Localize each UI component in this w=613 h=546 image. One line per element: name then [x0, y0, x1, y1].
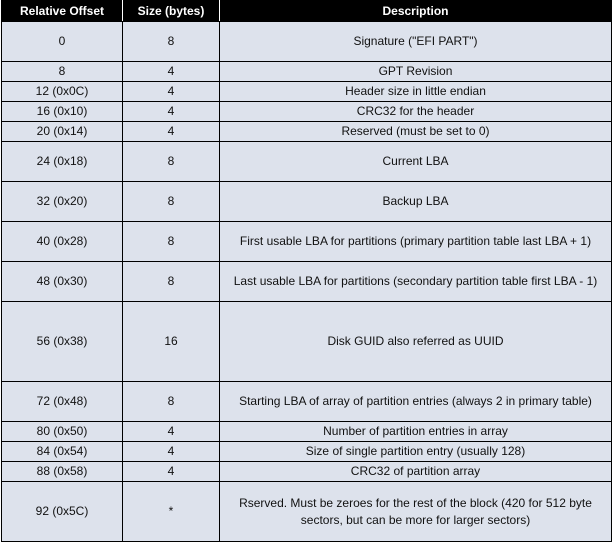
- header-size-bytes: Size (bytes): [123, 1, 220, 22]
- table-row: [2, 302, 612, 382]
- description-cell: Backup LBA: [220, 182, 612, 222]
- offset-cell: 16 (0x10): [2, 102, 123, 122]
- description-cell: Reserved (must be set to 0): [220, 122, 612, 142]
- offset-cell: 8: [2, 62, 123, 82]
- description-cell: First usable LBA for partitions (primary partition table last LBA + 1): [220, 222, 612, 262]
- table-row: [2, 62, 612, 82]
- description-cell: Number of partition entries in array: [220, 422, 612, 442]
- header-description: Description: [220, 1, 612, 22]
- size-cell: 8: [123, 262, 220, 302]
- offset-cell: 84 (0x54): [2, 442, 123, 462]
- table-row: [2, 462, 612, 482]
- size-cell: 4: [123, 62, 220, 82]
- description-cell: Current LBA: [220, 142, 612, 182]
- size-cell: *: [123, 482, 220, 542]
- offset-cell: 80 (0x50): [2, 422, 123, 442]
- table-row: [2, 82, 612, 102]
- header-row: [2, 1, 612, 22]
- offset-cell: 24 (0x18): [2, 142, 123, 182]
- description-cell: Signature ("EFI PART"): [220, 22, 612, 62]
- size-cell: 8: [123, 222, 220, 262]
- size-cell: 4: [123, 462, 220, 482]
- table-row: [2, 142, 612, 182]
- description-cell: Last usable LBA for partitions (secondary partition table first LBA - 1): [220, 262, 612, 302]
- size-cell: 4: [123, 102, 220, 122]
- description-cell: CRC32 of partition array: [220, 462, 612, 482]
- table-row: [2, 182, 612, 222]
- table-row: [2, 122, 612, 142]
- description-cell: GPT Revision: [220, 62, 612, 82]
- size-cell: 8: [123, 382, 220, 422]
- offset-cell: 92 (0x5C): [2, 482, 123, 542]
- table-row: [2, 222, 612, 262]
- table-row: [2, 482, 612, 542]
- table-row: [2, 442, 612, 462]
- offset-cell: 40 (0x28): [2, 222, 123, 262]
- offset-cell: 72 (0x48): [2, 382, 123, 422]
- table-row: [2, 422, 612, 442]
- table-row: [2, 22, 612, 62]
- size-cell: 4: [123, 422, 220, 442]
- table-row: [2, 262, 612, 302]
- gpt-header-table: [1, 0, 612, 542]
- size-cell: 8: [123, 22, 220, 62]
- offset-cell: 20 (0x14): [2, 122, 123, 142]
- header-relative-offset: Relative Offset: [2, 1, 123, 22]
- size-cell: 4: [123, 122, 220, 142]
- offset-cell: 12 (0x0C): [2, 82, 123, 102]
- description-cell: Disk GUID also referred as UUID: [220, 302, 612, 382]
- size-cell: 8: [123, 142, 220, 182]
- description-cell: CRC32 for the header: [220, 102, 612, 122]
- table-row: [2, 382, 612, 422]
- offset-cell: 88 (0x58): [2, 462, 123, 482]
- size-cell: 16: [123, 302, 220, 382]
- size-cell: 4: [123, 82, 220, 102]
- description-cell: Header size in little endian: [220, 82, 612, 102]
- size-cell: 4: [123, 442, 220, 462]
- description-cell: Starting LBA of array of partition entries (always 2 in primary table): [220, 382, 612, 422]
- offset-cell: 56 (0x38): [2, 302, 123, 382]
- description-cell: Size of single partition entry (usually 128): [220, 442, 612, 462]
- table-row: [2, 102, 612, 122]
- offset-cell: 48 (0x30): [2, 262, 123, 302]
- offset-cell: 32 (0x20): [2, 182, 123, 222]
- size-cell: 8: [123, 182, 220, 222]
- offset-cell: 0: [2, 22, 123, 62]
- description-cell: Rserved. Must be zeroes for the rest of the block (420 for 512 byte sectors, but can be more for larger sectors): [220, 482, 612, 542]
